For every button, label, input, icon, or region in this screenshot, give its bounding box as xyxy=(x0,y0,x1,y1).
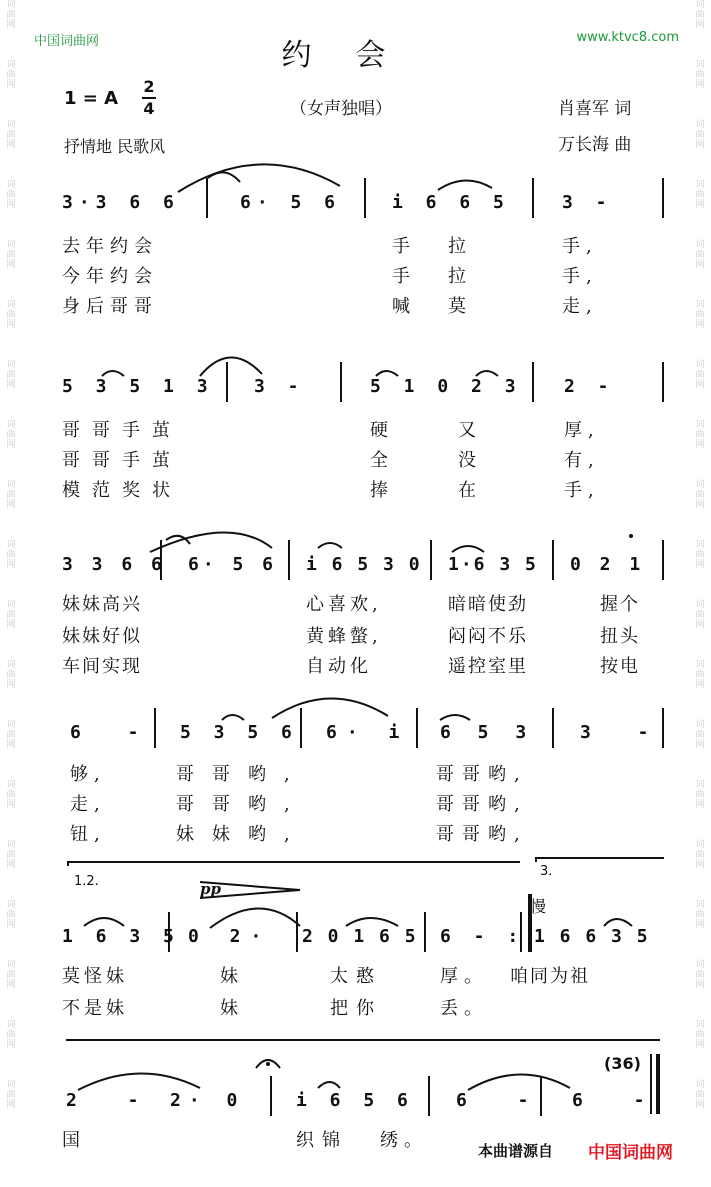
lyric-line: 自动化 xyxy=(306,656,372,677)
barline xyxy=(288,540,290,580)
notes-measure: 2 0 1 6 5 xyxy=(302,926,418,947)
lyric-line: 妹 xyxy=(220,998,244,1019)
volta-third-ending: 3. xyxy=(540,864,553,879)
watermark-side-text: 词 曲 网 xyxy=(695,780,705,810)
tempo-marking: 抒情地 民歌风 xyxy=(64,137,166,156)
watermark-side-text: 词 曲 网 xyxy=(6,360,16,390)
barline xyxy=(364,178,366,218)
lyric-line: 心喜欢, xyxy=(306,594,382,615)
watermark-side-text: 词 曲 网 xyxy=(695,180,705,210)
ending-note-bracket: (36) xyxy=(604,1054,641,1073)
watermark-side-text: 词 曲 网 xyxy=(695,960,705,990)
lyric-line: 全没 xyxy=(370,450,546,471)
notes-measure: 6 5 3 xyxy=(440,722,535,743)
lyric-line: 硬又 xyxy=(370,420,546,441)
time-signature: 2 4 xyxy=(143,77,155,118)
barline xyxy=(532,362,534,402)
watermark-side-text: 词 曲 网 xyxy=(6,720,16,750)
barline xyxy=(532,178,534,218)
lyric-line: 暗暗使劲 xyxy=(448,594,528,615)
watermark-side-text: 词 曲 网 xyxy=(695,360,705,390)
watermark-side-text: 词 曲 网 xyxy=(695,480,705,510)
lyric-line: 捧在 xyxy=(370,480,546,501)
lyric-line: 妹妹哟, xyxy=(176,824,308,845)
lyric-line: 走, xyxy=(70,794,106,815)
notes-measure: i 6 5 6 xyxy=(296,1090,414,1111)
watermark-side-text: 词 曲 网 xyxy=(6,300,16,330)
lyric-line: 太憨 xyxy=(330,966,382,987)
lyric-line: 妹妹高兴 xyxy=(62,594,142,615)
barline xyxy=(296,912,298,952)
lyric-line: 遥控室里 xyxy=(448,656,528,677)
lyric-line: 织锦 xyxy=(296,1130,348,1151)
notes-measure: 5 1 0 2 3 xyxy=(370,376,522,397)
watermark-side-text: 词 曲 网 xyxy=(6,480,16,510)
notes-measure: 6 - xyxy=(572,1090,665,1111)
watermark-side-text: 词 曲 网 xyxy=(695,840,705,870)
watermark-side-text: 词 曲 网 xyxy=(695,660,705,690)
tempo-change-marking: 慢 xyxy=(530,897,547,916)
barline xyxy=(424,912,426,952)
song-title: 约会 xyxy=(281,38,430,73)
watermark-side-text: 词 曲 网 xyxy=(695,600,705,630)
lyricist-credit: 肖喜军 词 xyxy=(558,99,632,119)
watermark-side-text: 词 曲 网 xyxy=(695,720,705,750)
watermark-side-text: 词 曲 网 xyxy=(695,300,705,330)
notes-measure: 6· 5 6 xyxy=(240,192,342,213)
watermark-side-text: 词 曲 网 xyxy=(695,60,705,90)
notes-measure: i 6 5 3 0 xyxy=(306,554,422,575)
lyric-line: 绣。 xyxy=(380,1130,428,1151)
barline xyxy=(662,362,664,402)
lyric-line: 哥哥哟, xyxy=(436,764,528,785)
lyric-line: 哥哥哟, xyxy=(176,764,308,785)
barline xyxy=(552,708,554,748)
lyric-line: 去年约会 xyxy=(62,236,158,257)
barline xyxy=(662,178,664,218)
volta-first-ending: 1.2. xyxy=(74,874,99,889)
barline xyxy=(206,178,208,218)
lyric-line: 手, xyxy=(564,480,600,501)
notes-measure: 6· 5 6 xyxy=(188,554,278,575)
lyric-line: 莫怪妹 xyxy=(62,966,128,987)
lyric-line: 妹妹好似 xyxy=(62,626,142,647)
watermark-side-text: 词 曲 网 xyxy=(695,900,705,930)
watermark-side-text: 词 曲 网 xyxy=(6,420,16,450)
lyric-line: 够, xyxy=(70,764,106,785)
watermark-side-text: 词 曲 网 xyxy=(695,0,705,30)
notes-measure: 2 - xyxy=(564,376,615,397)
notes-measure: 6 - : xyxy=(440,926,525,947)
barline xyxy=(416,708,418,748)
notes-measure: 0 2· xyxy=(188,926,272,947)
notes-measure: 3 3 6 6 xyxy=(62,554,166,575)
watermark-side-text: 词 曲 网 xyxy=(695,120,705,150)
barline xyxy=(552,540,554,580)
barline xyxy=(270,1076,272,1116)
watermark-side-text: 词 曲 网 xyxy=(6,180,16,210)
dynamic-marking: pp xyxy=(200,880,221,898)
notes-measure: 5 3 5 1 3 xyxy=(62,376,214,397)
notes-measure: 5 3 5 6 xyxy=(180,722,298,743)
notes-measure: 2· 0 xyxy=(170,1090,246,1111)
barline xyxy=(340,362,342,402)
watermark-side-text: 词 曲 网 xyxy=(6,540,16,570)
watermark-side-text: 词 曲 网 xyxy=(695,540,705,570)
lyric-line: 手拉 xyxy=(392,266,504,287)
lyric-line: 哥哥手茧 xyxy=(62,420,182,441)
barline xyxy=(662,540,664,580)
watermark-side-text: 词 曲 网 xyxy=(695,1080,705,1110)
watermark-side-text: 词 曲 网 xyxy=(695,420,705,450)
lyric-line: 厚, xyxy=(564,420,600,441)
composer-credit: 万长海 曲 xyxy=(558,135,632,155)
watermark-side-text: 词 曲 网 xyxy=(6,840,16,870)
barline xyxy=(226,362,228,402)
watermark-side-text: 词 曲 网 xyxy=(6,0,16,30)
lyric-line: 妹 xyxy=(220,966,244,987)
watermark-side-text: 词 曲 网 xyxy=(6,600,16,630)
notes-measure: 1 6 3 5 xyxy=(62,926,180,947)
watermark-side-text: 词 曲 网 xyxy=(6,240,16,270)
watermark-side-text: 词 曲 网 xyxy=(6,120,16,150)
watermark-side-text: 词 曲 网 xyxy=(6,780,16,810)
lyric-line: 按电 xyxy=(600,656,640,677)
source-label: 本曲谱源自 xyxy=(478,1142,554,1160)
notes-measure: 1·6 3 5 xyxy=(448,554,538,575)
notes-measure: 3 - xyxy=(580,722,667,743)
lyric-line: 手, xyxy=(562,266,598,287)
watermark-side-text: 词 曲 网 xyxy=(6,900,16,930)
lyric-line: 钮, xyxy=(70,824,106,845)
source-brand-link[interactable]: 中国词曲网 xyxy=(588,1143,673,1163)
song-subtitle: （女声独唱） xyxy=(290,99,392,119)
lyric-line: 手, xyxy=(562,236,598,257)
lyric-line: 厚。 xyxy=(440,966,488,987)
lyric-line: 喊莫 xyxy=(392,296,504,317)
lyric-line: 扭头 xyxy=(600,626,640,647)
lyric-line: 把你 xyxy=(330,998,382,1019)
notes-measure: 3 - xyxy=(562,192,613,213)
notes-measure: 6· i xyxy=(326,722,410,743)
notes-measure: 6 - xyxy=(70,722,157,743)
watermark-url[interactable]: www.ktvc8.com xyxy=(576,30,679,45)
watermark-side-text: 词 曲 网 xyxy=(6,960,16,990)
notes-measure: 6 - xyxy=(456,1090,549,1111)
watermark-side-text: 词 曲 网 xyxy=(6,1020,16,1050)
lyric-line: 身后哥哥 xyxy=(62,296,158,317)
lyric-line: 车间实现 xyxy=(62,656,142,677)
notes-measure: 2 - xyxy=(66,1090,159,1111)
lyric-line: 闷闷不乐 xyxy=(448,626,528,647)
key-signature: 1 = A xyxy=(64,88,119,109)
lyric-line: 丢。 xyxy=(440,998,488,1019)
lyric-line: 不是妹 xyxy=(62,998,128,1019)
notes-measure: 3 - xyxy=(254,376,305,397)
notes-measure: i 6 6 5 xyxy=(392,192,510,213)
watermark-side-text: 词 曲 网 xyxy=(695,1020,705,1050)
lyric-line: 走, xyxy=(562,296,598,317)
barline xyxy=(300,708,302,748)
lyric-line: 黄蜂螫, xyxy=(306,626,382,647)
lyric-line: 咱同为祖 xyxy=(510,966,590,987)
notes-measure: 0 2 1 xyxy=(570,554,645,575)
lyric-line: 今年约会 xyxy=(62,266,158,287)
notes-measure: 3·3 6 6 xyxy=(62,192,180,213)
notes-measure: 1 6 6 3 5 xyxy=(534,926,650,947)
watermark-side-text: 词 曲 网 xyxy=(6,660,16,690)
lyric-line: 哥哥哟, xyxy=(436,794,528,815)
watermark-site-link[interactable]: 中国词曲网 xyxy=(34,34,100,49)
watermark-side-text: 词 曲 网 xyxy=(695,240,705,270)
barline xyxy=(428,1076,430,1116)
lyric-line: 国 xyxy=(62,1130,86,1151)
lyric-line: 手拉 xyxy=(392,236,504,257)
lyric-line: 有, xyxy=(564,450,600,471)
lyric-line: 哥哥哟, xyxy=(176,794,308,815)
lyric-line: 哥哥手茧 xyxy=(62,450,182,471)
lyric-line: 哥哥哟, xyxy=(436,824,528,845)
lyric-line: 模范奖状 xyxy=(62,480,182,501)
watermark-side-text: 词 曲 网 xyxy=(6,1080,16,1110)
watermark-side-text: 词 曲 网 xyxy=(6,60,16,90)
barline xyxy=(430,540,432,580)
lyric-line: 握个 xyxy=(600,594,640,615)
